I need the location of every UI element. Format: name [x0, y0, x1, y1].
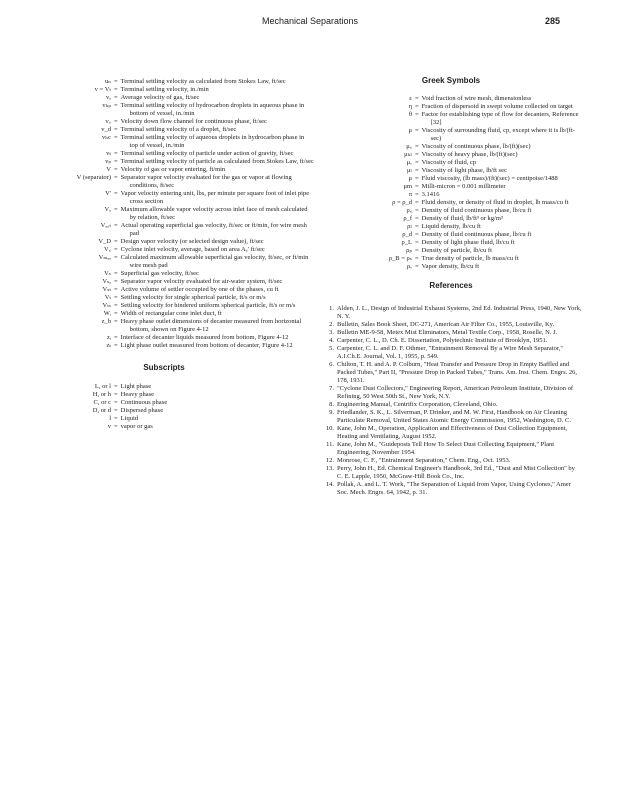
symbol: π [408, 191, 412, 198]
reference-item [320, 321, 582, 329]
reference-number: 7. [329, 385, 334, 392]
nomenclature-list [14, 78, 314, 350]
reference-item [320, 361, 582, 385]
definition-text: Viscosity of heavy phase, lb/(ft)(sec) [421, 151, 518, 158]
symbol: H, or h [92, 391, 111, 398]
definition-text: Interface of decanter liquids measured from bottom, Figure 4-12 [120, 334, 289, 341]
definition-row [14, 270, 314, 278]
equals-sign: = [114, 238, 118, 245]
equals-sign: = [114, 246, 118, 253]
equals-sign: = [114, 158, 118, 165]
definition-row [14, 150, 314, 158]
definition-row [14, 158, 314, 166]
reference-item [320, 401, 582, 409]
equals-sign: = [114, 286, 118, 293]
definition-row [14, 399, 314, 407]
definition-row [14, 86, 314, 94]
definition-row [320, 199, 582, 207]
symbol: η [408, 103, 412, 110]
definition-text: Terminal settling velocity of particle under action of gravity, ft/sec [120, 150, 294, 157]
definition-text: Actual operating superficial gas velocity, ft/sec or ft/min, for wire mesh pad [120, 222, 307, 237]
definition-row [14, 166, 314, 174]
definition-row [14, 334, 314, 342]
reference-text: Kane, John M., Operation, Application and Effectiveness of Dust Collection Equipment, Heating and Ventilating, August 1952. [337, 425, 568, 440]
equals-sign: = [415, 183, 419, 190]
definition-row [14, 118, 314, 126]
equals-sign: = [415, 159, 419, 166]
definition-row [320, 143, 582, 151]
definition-text: Fraction of dispersoid in swept volume collected on target [421, 103, 573, 110]
reference-number: 3. [329, 329, 334, 336]
reference-number: 1. [329, 305, 334, 312]
equals-sign: = [415, 223, 419, 230]
symbol: μᵥ [406, 159, 412, 166]
symbol: uₙ [104, 78, 111, 85]
symbol: θ [408, 111, 412, 118]
definition-text: Milli-micron = 0.001 millimeter [421, 183, 506, 190]
definition-row [14, 383, 314, 391]
symbol: ρ_L [401, 239, 412, 246]
symbol: zₜ [106, 342, 111, 349]
symbol: v = Vₜ [94, 86, 111, 93]
equals-sign: = [415, 111, 419, 118]
symbol: l [109, 415, 111, 422]
definition-row [320, 183, 582, 191]
equals-sign: = [114, 134, 118, 141]
definition-text: Viscosity of fluid, cp [421, 159, 477, 166]
references-heading: References [429, 281, 473, 290]
reference-text: Monrose, C. F., "Entrainment Separation," Chem. Eng., Oct. 1953. [337, 457, 511, 464]
definition-text: Continuous phase [120, 399, 168, 406]
definition-row [14, 310, 314, 318]
reference-number: 14. [325, 481, 334, 488]
definition-text: Liquid [120, 415, 139, 422]
equals-sign: = [114, 423, 118, 430]
symbol: vₜ [106, 150, 111, 157]
definition-row [14, 286, 314, 294]
reference-number: 2. [329, 321, 334, 328]
symbol: ρ_d [402, 231, 412, 238]
equals-sign: = [114, 302, 118, 309]
symbol: vₕc [102, 134, 111, 141]
definition-row [14, 415, 314, 423]
symbol: Vₜ [104, 294, 111, 301]
equals-sign: = [415, 143, 419, 150]
equals-sign: = [114, 174, 118, 181]
symbol: zᵢ [107, 334, 111, 341]
definition-text: Fluid density, or density of fluid in droplet, lb mass/cu ft [421, 199, 569, 206]
reference-text: Engineering Manual, Centrifix Corporation, Cleveland, Ohio. [337, 401, 498, 408]
definition-row [14, 102, 314, 118]
reference-number: 13. [325, 465, 334, 472]
symbol: V_D [98, 238, 111, 245]
reference-text: Alden, J. L., Design of Industrial Exhaust Systems, 2nd Ed. Industrial Press, 1940, New York, N. Y. [337, 305, 582, 320]
definition-row [14, 94, 314, 102]
symbol: μ꜀ [406, 143, 412, 150]
definition-row [320, 239, 582, 247]
definition-text: Factor for establishing type of flow for decanters, Reference [32] [421, 111, 579, 126]
equals-sign: = [114, 102, 118, 109]
equals-sign: = [114, 383, 118, 390]
definition-text: Calculated maximum allowable superficial gas velocity, ft/sec, or ft/min wire mesh pad [120, 254, 309, 269]
symbol: D, or d [92, 407, 111, 414]
definition-text: Liquid density, lb/cu ft [421, 223, 481, 230]
definition-text: Density of fluid, lb/ft³ or kg/m³ [421, 215, 503, 222]
definition-text: True density of particle, lb mass/cu ft [421, 255, 519, 262]
equals-sign: = [114, 126, 118, 133]
definition-text: Terminal settling velocity of aqueous droplets in hydrocarbon phase in top of vessel, in./min [120, 134, 305, 149]
definition-row [320, 111, 582, 127]
definition-text: Vapor velocity entering unit, lbs, per minute per square foot of inlet pipe cross section [120, 190, 310, 205]
definition-row [320, 103, 582, 111]
reference-text: Kane, John M., "Guideposts Tell How To Select Dust Collecting Equipment," Plant Engineering, November 1954. [337, 441, 555, 456]
definition-text: Density of light phase fluid, lb/cu ft [421, 239, 515, 246]
equals-sign: = [415, 95, 419, 102]
equals-sign: = [415, 255, 419, 262]
definition-row [14, 222, 314, 238]
reference-text: Chilton, T. H. and A. P. Colburn, "Heat Transfer and Pressure Drop in Empty Baffled and Packed Tubes," Part II, "Pressure Drop in Packed Tubes," Trans. Am. Inst. Chem. Engrs. 26, 178, 1931. [337, 361, 577, 384]
reference-item [320, 305, 582, 321]
equals-sign: = [114, 294, 118, 301]
definition-text: Light phase outlet measured from bottom of decanter, Figure 4-12 [120, 342, 293, 349]
equals-sign: = [114, 310, 118, 317]
equals-sign: = [114, 86, 118, 93]
definition-row [14, 134, 314, 150]
reference-number: 6. [329, 361, 334, 368]
reference-item [320, 465, 582, 481]
definition-row [320, 167, 582, 175]
definition-row [320, 95, 582, 103]
equals-sign: = [114, 334, 118, 341]
symbol: ρ = ρ_d [392, 199, 412, 206]
reference-text: Bulletin ME-9-58, Metex Mist Eliminators, Metal Textile Corp., 1958, Roselle, N. J. [337, 329, 558, 336]
symbol: ρ꜀ [406, 207, 412, 214]
definition-text: Void fraction of wire mesh, dimensionless [421, 95, 532, 102]
symbol: μm [403, 183, 412, 190]
definition-text: Settling velocity for hindered uniform spherical particle, ft/s or m/s [120, 302, 296, 309]
symbol: Vₜₛ [102, 302, 111, 309]
symbol: v_d [101, 126, 111, 133]
definition-row [14, 294, 314, 302]
reference-text: Pollak, A. and L. T. Work, "The Separation of Liquid from Vapor, Using Cyclones," Amer Soc. Mech. Engrs. 64, 1942, p. 31. [337, 481, 571, 496]
definition-text: Superficial gas velocity, ft/sec [120, 270, 199, 277]
symbol: μ [408, 127, 412, 134]
reference-item [320, 425, 582, 441]
subscripts-list [14, 383, 314, 431]
definition-text: 3.1416 [421, 191, 440, 198]
definition-row [14, 246, 314, 254]
reference-number: 4. [329, 337, 334, 344]
symbol: ρₚ [406, 247, 412, 254]
reference-item [320, 345, 582, 361]
equals-sign: = [114, 150, 118, 157]
equals-sign: = [114, 190, 118, 197]
reference-item [320, 457, 582, 465]
reference-number: 10. [325, 425, 334, 432]
definition-row [320, 247, 582, 255]
definition-row [320, 127, 582, 143]
definition-row [14, 318, 314, 334]
equals-sign: = [415, 191, 419, 198]
equals-sign: = [415, 215, 419, 222]
definition-row [320, 191, 582, 199]
greek-symbols-list [320, 95, 582, 271]
equals-sign: = [415, 207, 419, 214]
equals-sign: = [415, 103, 419, 110]
symbol: Vₛₐ [102, 278, 111, 285]
equals-sign: = [114, 399, 118, 406]
symbol: vₕₚ [102, 102, 111, 109]
symbol: v [107, 423, 111, 430]
right-column [320, 78, 582, 497]
equals-sign: = [415, 127, 419, 134]
reference-item [320, 481, 582, 497]
definition-text: Terminal settling velocity, in./min [120, 86, 209, 93]
equals-sign: = [415, 247, 419, 254]
equals-sign: = [114, 94, 118, 101]
equals-sign: = [415, 167, 419, 174]
symbol: v꜀ [105, 118, 111, 125]
definition-row [320, 263, 582, 271]
reference-text: Friedlander, S. K., L. Silverman, P. Drinker, and M. W. First, Handbook on Air Cleaning Particulate Removal, United States Atomic Energy Commission, 1952, Washington, D. C. [337, 409, 571, 424]
reference-item [320, 337, 582, 345]
symbol: Vₐ꜀ₜ [100, 222, 111, 229]
definition-text: Average velocity of gas, ft/sec [120, 94, 200, 101]
definition-text: Heavy phase outlet dimensions of decanter measured from horizontal bottom, shown on Figure 4-12 [120, 318, 302, 333]
equals-sign: = [114, 278, 118, 285]
symbol: V (separator) [76, 174, 111, 181]
definition-row [14, 278, 314, 286]
symbol: μₕₗ [404, 151, 412, 158]
definition-text: Heavy phase [120, 391, 155, 398]
equals-sign: = [114, 407, 118, 414]
definition-row [320, 175, 582, 183]
definition-text: Terminal settling velocity of particle as calculated from Stokes Law, ft/sec [120, 158, 314, 165]
symbol: L, or l [94, 383, 111, 390]
symbol: Vₛ [104, 270, 111, 277]
symbol: V [106, 166, 111, 173]
definition-row [320, 159, 582, 167]
symbol: ρᵥ [406, 263, 412, 270]
definition-text: Light phase [120, 383, 152, 390]
reference-text: "Cyclone Dust Collectors," Engineering Report, American Petroleum Institute, Division of Refining, 50 West 50th St., New York, N.Y. [337, 385, 574, 400]
symbol: z_b [101, 318, 111, 325]
equals-sign: = [114, 254, 118, 261]
definition-text: Density of particle, lb/cu ft [421, 247, 492, 254]
definition-text: Vapor density, lb/cu ft [421, 263, 480, 270]
definition-text: Separator vapor velocity evaluated for the gas or vapor at flowing conditions, ft/sec [120, 174, 292, 189]
definition-text: vapor or gas [120, 423, 153, 430]
definition-row [14, 391, 314, 399]
symbol: V꜀ [104, 246, 111, 253]
definition-row [320, 255, 582, 263]
definition-row [14, 126, 314, 134]
symbol: V' [105, 190, 111, 197]
symbol: μₗ [406, 167, 412, 174]
definition-text: Fluid viscosity, (lb mass)/(ft)(sec) = centipoise/1488 [421, 175, 558, 182]
symbol: C, or c [93, 399, 111, 406]
reference-item [320, 329, 582, 337]
symbol: vₐ [105, 94, 111, 101]
definition-row [320, 231, 582, 239]
reference-number: 11. [326, 441, 334, 448]
definition-row [14, 206, 314, 222]
definition-row [14, 78, 314, 86]
definition-text: Density of fluid continuous phase, lb/cu ft [421, 207, 532, 214]
equals-sign: = [114, 222, 118, 229]
symbol: ε [409, 95, 412, 102]
definition-text: Terminal settling velocity of hydrocarbon droplets in aqueous phase in bottom of vessel, in./min [120, 102, 305, 117]
reference-number: 8. [329, 401, 334, 408]
definition-text: Velocity of gas or vapor entering, ft/min [120, 166, 226, 173]
equals-sign: = [114, 206, 118, 213]
references-list [320, 305, 582, 497]
definition-row [14, 190, 314, 206]
definition-text: Terminal settling velocity as calculated from Stokes Law, ft/sec [120, 78, 286, 85]
definition-row [320, 223, 582, 231]
definition-row [14, 174, 314, 190]
definition-row [14, 423, 314, 431]
running-title: Mechanical Separations [261, 16, 359, 26]
equals-sign: = [114, 391, 118, 398]
definition-row [14, 302, 314, 310]
definition-text: Active volume of settler occupied by one of the phases, cu ft [120, 286, 279, 293]
reference-number: 9. [329, 409, 334, 416]
definition-row [14, 342, 314, 350]
symbol: ρ_f [403, 215, 412, 222]
equals-sign: = [415, 199, 419, 206]
equals-sign: = [114, 118, 118, 125]
equals-sign: = [114, 342, 118, 349]
symbol: ρₗ [407, 223, 412, 230]
equals-sign: = [415, 263, 419, 270]
reference-item [320, 441, 582, 457]
definition-text: Settling velocity for single spherical particle, ft/s or m/s [120, 294, 266, 301]
symbol: Wᵢ [103, 310, 111, 317]
equals-sign: = [114, 415, 118, 422]
equals-sign: = [415, 151, 419, 158]
reference-number: 5. [329, 345, 334, 352]
definition-text: Separator vapor velocity evaluated for air-water system, ft/sec [120, 278, 283, 285]
reference-text: Perry, John H., Ed. Chemical Engineer's Handbook, 3rd Ed., "Dust and Mist Collection" by C. E. Lapple, 1950, McGraw-Hill Book Co., Inc. [337, 465, 575, 480]
reference-item [320, 409, 582, 425]
definition-text: Viscosity of light phase, lb/ft sec [421, 167, 507, 174]
symbol: vₚ [105, 158, 111, 165]
page-number: 285 [544, 16, 560, 26]
definition-text: Width of rectangular cone inlet duct, ft [120, 310, 222, 317]
definition-row [14, 254, 314, 270]
left-column [14, 78, 314, 431]
definition-text: Viscosity of surrounding fluid, cp, except where it is lb/(ft-sec) [421, 127, 575, 142]
reference-text: Carpenter, C. L. and D. F. Othmer, "Entrainment Removal By a Wire Mesh Separator," A.I.Ch.E. Journal, Vol. 1, 1955, p. 549. [337, 345, 564, 360]
reference-item [320, 385, 582, 401]
equals-sign: = [114, 166, 118, 173]
definition-text: Cyclone inlet velocity, average, based on area A꜀' ft/sec [120, 246, 265, 253]
reference-text: Bulletin, Sales Book Sheet, DC-271, American Air Filter Co., 1955, Louisville, Ky. [337, 321, 555, 328]
page-header [0, 10, 620, 26]
definition-row [320, 151, 582, 159]
definition-text: Terminal settling velocity of a droplet, ft/sec [120, 126, 237, 133]
equals-sign: = [114, 78, 118, 85]
definition-text: Velocity down flow channel for continuous phase, ft/sec [120, 118, 267, 125]
definition-row [14, 238, 314, 246]
subscripts-heading: Subscripts [143, 363, 185, 372]
definition-text: Design vapor velocity (or selected design value), ft/sec [120, 238, 264, 245]
symbol: ρ_B = ρₛ [388, 255, 412, 262]
definition-text: Maximum allowable vapor velocity across inlet face of mesh calculated by relation, ft/sec [120, 206, 308, 221]
symbol: Vₐ [104, 206, 111, 213]
definition-row [320, 207, 582, 215]
definition-text: Viscosity of continuous phase, lb/(ft)(sec) [421, 143, 531, 150]
reference-text: Carpenter, C. L., D. Ch. E. Dissertation, Polytechnic Institute of Brooklyn, 1951. [337, 337, 548, 344]
definition-text: Dispersed phase [120, 407, 164, 414]
equals-sign: = [415, 239, 419, 246]
symbol: Vₛₜ [102, 286, 111, 293]
symbol: μ [408, 175, 412, 182]
definition-row [320, 215, 582, 223]
definition-row [14, 407, 314, 415]
equals-sign: = [114, 270, 118, 277]
reference-number: 12. [325, 457, 334, 464]
symbol: Vₘₐₓ [98, 254, 111, 261]
equals-sign: = [415, 175, 419, 182]
greek-heading: Greek Symbols [421, 76, 481, 85]
equals-sign: = [415, 231, 419, 238]
definition-text: Density of fluid continuous phase, lb/cu ft [421, 231, 532, 238]
equals-sign: = [114, 318, 118, 325]
